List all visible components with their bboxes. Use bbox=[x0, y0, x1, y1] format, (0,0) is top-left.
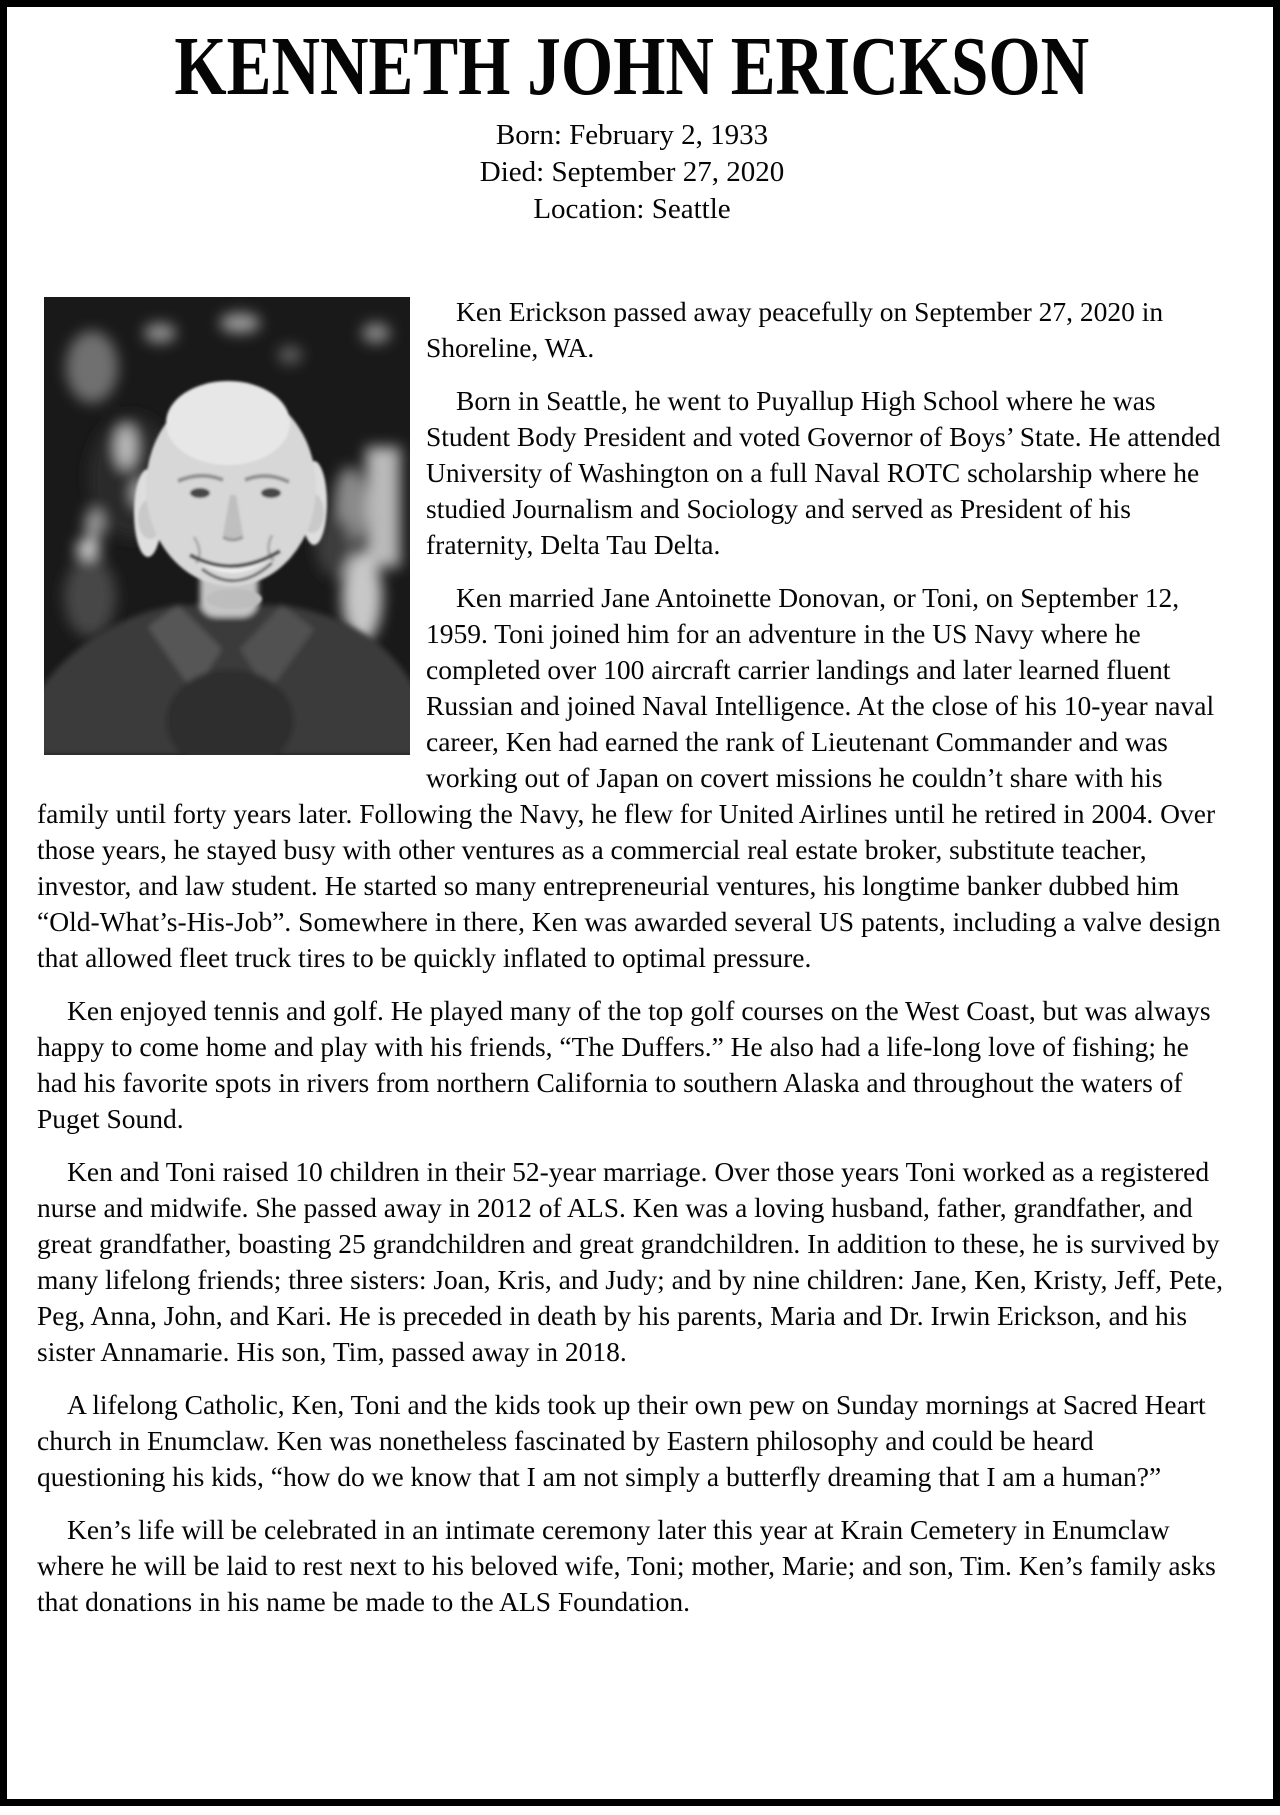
obituary-paragraph: Born in Seattle, he went to Puyallup High School where he was Student Body President and voted Governor of Boys’ State. He attended University of Washington on a full Naval ROTC scholarship where he studied Journalism and Sociology and served as President of his fraternity, Delta Tau Delta. bbox=[426, 385, 1221, 561]
location-line: Location: Seattle bbox=[533, 193, 731, 226]
portrait-photo bbox=[44, 297, 410, 755]
vital-info bbox=[37, 117, 1227, 228]
obituary-page bbox=[7, 7, 1273, 1620]
portrait-photo-image bbox=[44, 297, 410, 755]
obituary-paragraph: A lifelong Catholic, Ken, Toni and the kids took up their own pew on Sunday mornings at Sacred Heart church in Enumclaw. Ken was nonetheless fascinated by Eastern philosophy and could be heard questioning his kids, “how do we know that I am not simply a butterfly dreaming that I am a human?” bbox=[37, 1389, 1206, 1493]
page-title bbox=[37, 20, 1227, 113]
obituary-paragraph: Ken enjoyed tennis and golf. He played many of the top golf courses on the West Coast, but was always happy to come home and play with his friends, “The Duffers.” He also had a life-long love of fishing; he had his favorite spots in rivers from northern California to southern Alaska and throughout the waters of Puget Sound. bbox=[37, 995, 1211, 1135]
died-line: Died: September 27, 2020 bbox=[479, 156, 785, 189]
obituary-paragraph: Ken Erickson passed away peacefully on September 27, 2020 in Shoreline, WA. bbox=[426, 296, 1164, 364]
obituary-paragraph: Ken and Toni raised 10 children in their 52-year marriage. Over those years Toni worked as a registered nurse and midwife. She passed away in 2012 of ALS. Ken was a loving husband, father, grandfather, and great grandfather, boasting 25 grandchildren and great grandchildren. In addition to these, he is survived by many lifelong friends; three sisters: Joan, Kris, and Judy; and by nine children: Jane, Ken, Kristy, Jeff, Pete, Peg, Anna, John, and Kari. He is preceded in death by his parents, Maria and Dr. Irwin Erickson, and his sister Annamarie. His son, Tim, passed away in 2018. bbox=[37, 1156, 1224, 1368]
page-title-text: KENNETH JOHN ERICKSON bbox=[174, 20, 1090, 113]
obituary-paragraph: Ken’s life will be celebrated in an intimate ceremony later this year at Krain Cemetery in Enumclaw where he will be laid to rest next to his beloved wife, Toni; mother, Marie; and son, Tim. Ken’s family asks that donations in his name be made to the ALS Foundation. bbox=[37, 1514, 1216, 1618]
obituary-body bbox=[37, 294, 1227, 1620]
obituary-paragraph: Ken married Jane Antoinette Donovan, or Toni, on September 12, 1959. Toni joined him for an adventure in the US Navy where he completed over 100 aircraft carrier landings and later learned fluent Russian and joined Naval Intelligence. At the close of his 10-year naval career, Ken had earned the rank of Lieutenant Commander and was working out of Japan on covert missions he couldn’t share with his family until forty years later. Following the Navy, he flew for United Airlines until he retired in 2004. Over those years, he stayed busy with other ventures as a commercial real estate broker, substitute teacher, investor, and law student. He started so many entrepreneurial ventures, his longtime banker dubbed him “Old-What’s-His-Job”. Somewhere in there, Ken was awarded several US patents, including a valve design that allowed fleet truck tires to be quickly inflated to optimal pressure. bbox=[37, 582, 1221, 974]
born-line: Born: February 2, 1933 bbox=[495, 119, 769, 152]
